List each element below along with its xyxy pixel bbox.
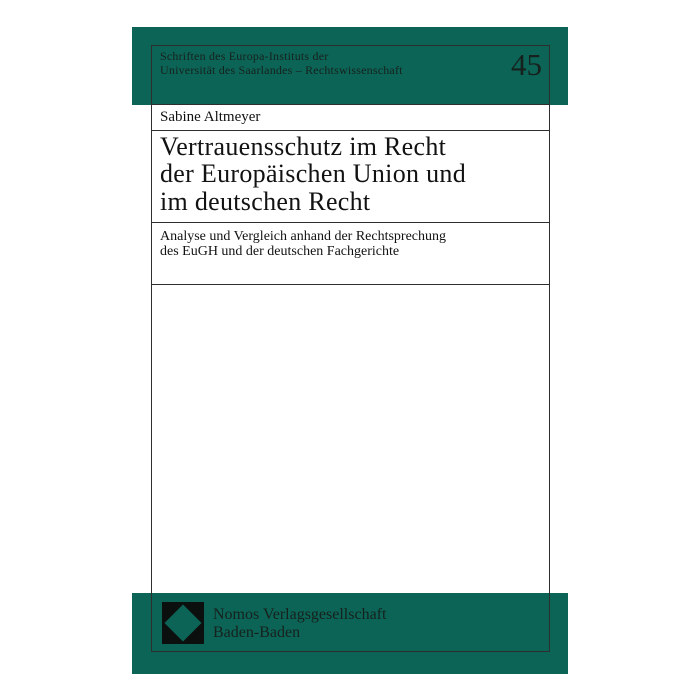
publisher-section [152, 593, 549, 652]
author-name: Sabine Altmeyer [160, 108, 261, 125]
nomos-diamond-icon [162, 602, 204, 644]
blank-section [152, 285, 549, 593]
series-volume-number: 45 [511, 47, 542, 82]
series-title-line2: Universität des Saarlandes – Rechtswissenschaft [160, 62, 403, 77]
book-title-line1: Vertrauensschutz im Recht [160, 131, 447, 161]
author-section [152, 105, 549, 131]
subtitle-section [152, 223, 549, 285]
series-header [152, 46, 549, 105]
cover-frame [151, 45, 550, 652]
title-section [152, 131, 549, 223]
book-subtitle-line2: des EuGH und der deutschen Fachgerichte [160, 244, 400, 259]
publisher-city: Baden-Baden [213, 623, 301, 641]
book-title-line2: der Europäischen Union und [160, 159, 466, 188]
publisher-name: Nomos Verlagsgesellschaft [213, 606, 387, 623]
book-title-line3: im deutschen Recht [160, 186, 371, 216]
book-subtitle-line1: Analyse und Vergleich anhand der Rechtsprechung [160, 228, 447, 244]
series-title-line1: Schriften des Europa-Instituts der [160, 49, 329, 63]
publisher-imprint [213, 606, 386, 641]
